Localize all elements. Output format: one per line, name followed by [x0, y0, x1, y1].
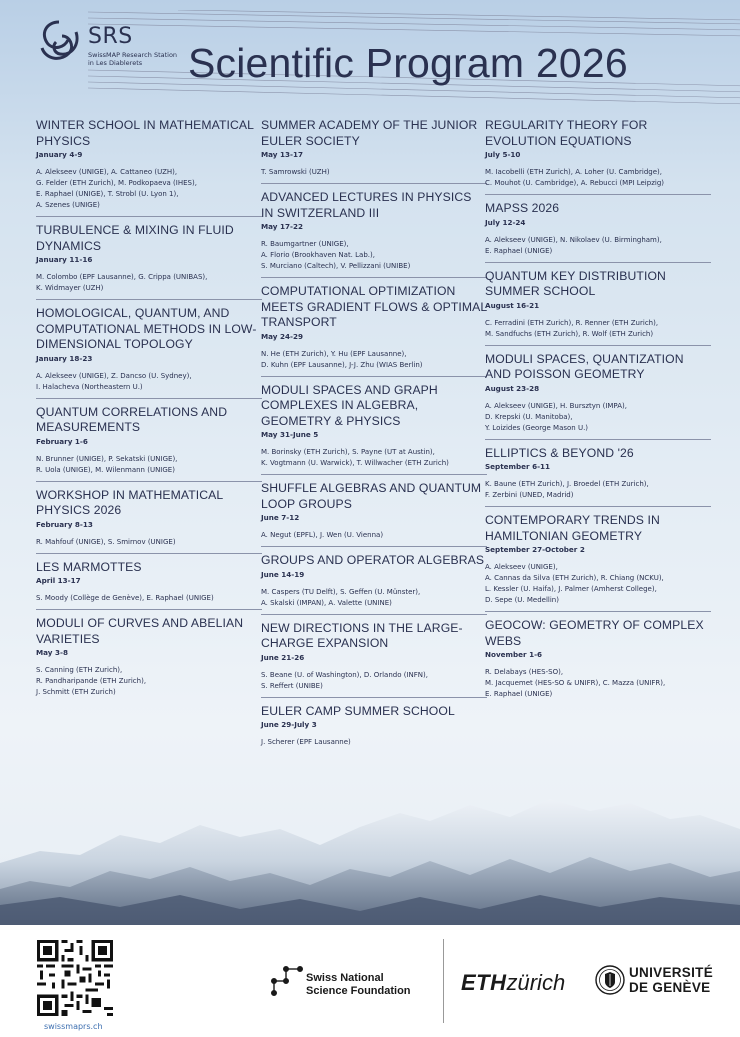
event-item	[261, 615, 487, 698]
event-item	[261, 698, 487, 754]
event-organizers: S. Canning (ETH Zurich), R. Pandharipande (ETH Zurich), J. Schmitt (ETH Zurich)	[36, 666, 147, 696]
event-date: January 11-16	[36, 255, 93, 264]
event-title: GROUPS AND OPERATOR ALGEBRAS	[261, 553, 485, 567]
event-date: May 3-8	[36, 648, 68, 657]
event-title: SHUFFLE ALGEBRAS AND QUANTUM LOOP GROUPS	[261, 481, 482, 511]
event-organizers: A. Alekseev (UNIGE), A. Cannas da Silva (ETH Zurich), R. Chiang (NCKU), L. Kessler (U. Haifa), J. Palmer (Amherst College), D. Sepe (U. Medellin)	[485, 563, 664, 604]
srs-logo-icon	[36, 18, 82, 64]
event-title: SUMMER ACADEMY OF THE JUNIOR EULER SOCIETY	[261, 118, 478, 148]
event-date: February 1-6	[36, 436, 88, 446]
event-date: November 1-6	[485, 650, 543, 659]
srs-logo	[88, 24, 178, 67]
eth-logo-italic: zürich	[506, 970, 566, 995]
event-organizers: C. Ferradini (ETH Zurich), R. Renner (ETH Zurich), M. Sandfuchs (ETH Zurich), R. Wolf (ETH Zurich)	[485, 318, 659, 338]
event-organizers: A. Alekseev (UNIGE), N. Nikolaev (U. Birmingham), E. Raphael (UNIGE)	[485, 235, 662, 255]
event-item	[485, 263, 711, 346]
event-item	[485, 612, 711, 705]
event-title: WORKSHOP IN MATHEMATICAL PHYSICS 2026	[36, 487, 223, 517]
snsf-name-line-2: Science Foundation	[306, 985, 411, 997]
event-date: February 8-13	[36, 519, 93, 529]
logo-divider	[443, 939, 444, 1023]
event-item	[36, 399, 262, 482]
event-organizers: M. Caspers (TU Delft), S. Geffen (U. Münster), A. Skalski (IMPAN), A. Valette (UNINE)	[261, 587, 421, 607]
event-date: May 13-17	[261, 150, 303, 159]
event-title: ELLIPTICS & BEYOND '26	[485, 445, 634, 460]
event-organizers: N. He (ETH Zurich), Y. Hu (EPF Lausanne), D. Kuhn (EPF Lausanne), J-J. Zhu (WIAS Berlin)	[261, 349, 423, 369]
event-date: January 4-9	[36, 150, 83, 159]
event-title: MAPSS 2026	[485, 201, 560, 215]
event-organizers: K. Baune (ETH Zurich), J. Broedel (ETH Zurich), F. Zerbini (UNED, Madrid)	[485, 480, 649, 499]
event-title: COMPUTATIONAL OPTIMIZATION MEETS GRADIENT FLOWS & OPTIMAL TRANSPORT	[261, 284, 487, 329]
event-item	[485, 112, 711, 195]
event-organizers: R. Delabays (HES-SO), M. Jacquemet (HES-SO & UNIFR), C. Mazza (UNIFR), E. Raphael (UNIGE)	[485, 668, 666, 698]
event-title: MODULI OF CURVES AND ABELIAN VARIETIES	[36, 616, 244, 646]
event-organizers: R. Baumgartner (UNIGE), A. Florio (Brookhaven Nat. Lab.), S. Murciano (Caltech), V. Pellizzani (UNIBE)	[261, 240, 411, 270]
unige-name-line-1: UNIVERSITÉ	[629, 965, 714, 980]
event-organizers: N. Brunner (UNIGE), P. Sekatski (UNIGE), R. Uola (UNIGE), M. Wilenmann (UNIGE)	[36, 454, 178, 474]
event-date: August 16-21	[485, 300, 540, 310]
event-date: September 6-11	[485, 462, 551, 471]
event-date: June 21-26	[261, 652, 305, 662]
event-title: HOMOLOGICAL, QUANTUM, AND COMPUTATIONAL METHODS IN LOW-DIMENSIONAL TOPOLOGY	[36, 306, 257, 351]
event-title: TURBULENCE & MIXING IN FLUID DYNAMICS	[36, 223, 234, 253]
event-date: April 13-17	[36, 576, 81, 585]
event-organizers: A. Alekseev (UNIGE), A. Cattaneo (UZH), G. Felder (ETH Zurich), M. Podkopaeva (IHES), E. Raphael (UNIGE), T. Strobl (U. Lyon 1), A. Szenes (UNIGE)	[36, 168, 197, 209]
event-organizers: A. Alekseev (UNIGE), Z. Dancso (U. Sydney), I. Halacheva (Northeastern U.)	[36, 371, 192, 391]
event-organizers: R. Mahfouf (UNIGE), S. Smirnov (UNIGE)	[36, 537, 176, 546]
event-title: QUANTUM CORRELATIONS AND MEASUREMENTS	[36, 404, 228, 434]
event-item	[36, 112, 262, 217]
event-title: MODULI SPACES AND GRAPH COMPLEXES IN ALGEBRA, GEOMETRY & PHYSICS	[261, 382, 438, 428]
event-organizers: J. Scherer (EPF Lausanne)	[261, 738, 351, 746]
snsf-logo-icon	[270, 963, 308, 999]
logo-subtitle: SwissMAP Research Station in Les Diablerets	[88, 51, 178, 67]
event-organizers: A. Alekseev (UNIGE), H. Bursztyn (IMPA), D. Krepski (U. Manitoba), Y. Loizides (George Mason U.)	[485, 401, 627, 432]
event-title: GEOCOW: GEOMETRY OF COMPLEX WEBS	[485, 618, 704, 648]
event-item	[485, 440, 711, 508]
event-item	[261, 377, 487, 476]
event-date: May 31-June 5	[261, 430, 319, 439]
event-date: June 29-July 3	[261, 720, 317, 729]
event-date: July 5-10	[485, 150, 521, 159]
event-date: May 17-22	[261, 222, 303, 231]
event-date: July 12-24	[485, 217, 526, 227]
event-organizers: M. Borinsky (ETH Zurich), S. Payne (UT at Austin), K. Vogtmann (U. Warwick), T. Willwacher (ETH Zurich)	[261, 448, 449, 467]
event-organizers: T. Samrowski (UZH)	[261, 168, 330, 176]
eth-zurich-logo	[461, 970, 565, 996]
event-item	[261, 184, 487, 278]
unige-logo	[629, 965, 713, 995]
event-item	[36, 300, 262, 399]
event-item	[261, 547, 487, 615]
footer	[0, 925, 740, 1037]
event-organizers: A. Negut (EPFL), J. Wen (U. Vienna)	[261, 531, 384, 539]
event-title: MODULI SPACES, QUANTIZATION AND POISSON GEOMETRY	[485, 351, 684, 381]
event-item	[261, 112, 487, 184]
event-item	[485, 346, 711, 440]
event-item	[261, 278, 487, 377]
event-item	[485, 507, 711, 612]
event-item	[36, 482, 262, 554]
website-link[interactable]: swissmaprs.ch	[44, 1022, 103, 1031]
event-title: LES MARMOTTES	[36, 559, 142, 574]
event-organizers: M. Iacobelli (ETH Zurich), A. Loher (U. Cambridge), C. Mouhot (U. Cambridge), A. Rebucci (MPI Leipzig)	[485, 168, 664, 187]
event-title: NEW DIRECTIONS IN THE LARGE-CHARGE EXPANSION	[261, 620, 463, 650]
event-date: May 24-29	[261, 331, 303, 341]
event-organizers: S. Moody (Collège de Genève), E. Raphael (UNIGE)	[36, 594, 214, 602]
event-title: QUANTUM KEY DISTRIBUTION SUMMER SCHOOL	[485, 268, 666, 298]
event-item	[485, 195, 711, 263]
event-title: REGULARITY THEORY FOR EVOLUTION EQUATIONS	[485, 118, 648, 148]
event-item	[261, 475, 487, 547]
event-item	[36, 610, 262, 703]
event-organizers: S. Beane (U. of Washington), D. Orlando (INFN), S. Reffert (UNIBE)	[261, 670, 428, 690]
event-date: September 27-October 2	[485, 545, 585, 554]
unige-seal-icon	[595, 965, 625, 995]
program-column-2	[261, 112, 487, 753]
eth-logo-bold: ETH	[461, 970, 507, 995]
event-date: January 18-23	[36, 353, 93, 363]
qr-code-icon[interactable]	[37, 940, 113, 1016]
header	[36, 10, 716, 110]
program-column-3	[485, 112, 711, 705]
logo-wordmark: SRS	[88, 24, 133, 49]
event-title: EULER CAMP SUMMER SCHOOL	[261, 703, 455, 718]
unige-name-line-2: DE GENÈVE	[629, 980, 711, 995]
event-title: CONTEMPORARY TRENDS IN HAMILTONIAN GEOMETRY	[485, 513, 660, 543]
mountain-landscape-image	[0, 785, 740, 925]
snsf-name-line-1: Swiss National	[306, 972, 384, 984]
event-title: WINTER SCHOOL IN MATHEMATICAL PHYSICS	[36, 118, 254, 148]
event-date: June 14-19	[261, 569, 305, 579]
event-item	[36, 217, 262, 300]
event-date: August 23-28	[485, 383, 540, 393]
page-title: Scientific Program 2026	[188, 40, 628, 86]
event-item	[36, 554, 262, 611]
event-date: June 7-12	[261, 513, 300, 522]
event-title: ADVANCED LECTURES IN PHYSICS IN SWITZERLAND III	[261, 190, 472, 220]
snsf-logo	[306, 972, 411, 998]
program-column-1	[36, 112, 262, 703]
event-organizers: M. Colombo (EPF Lausanne), G. Crippa (UNIBAS), K. Widmayer (UZH)	[36, 273, 208, 292]
